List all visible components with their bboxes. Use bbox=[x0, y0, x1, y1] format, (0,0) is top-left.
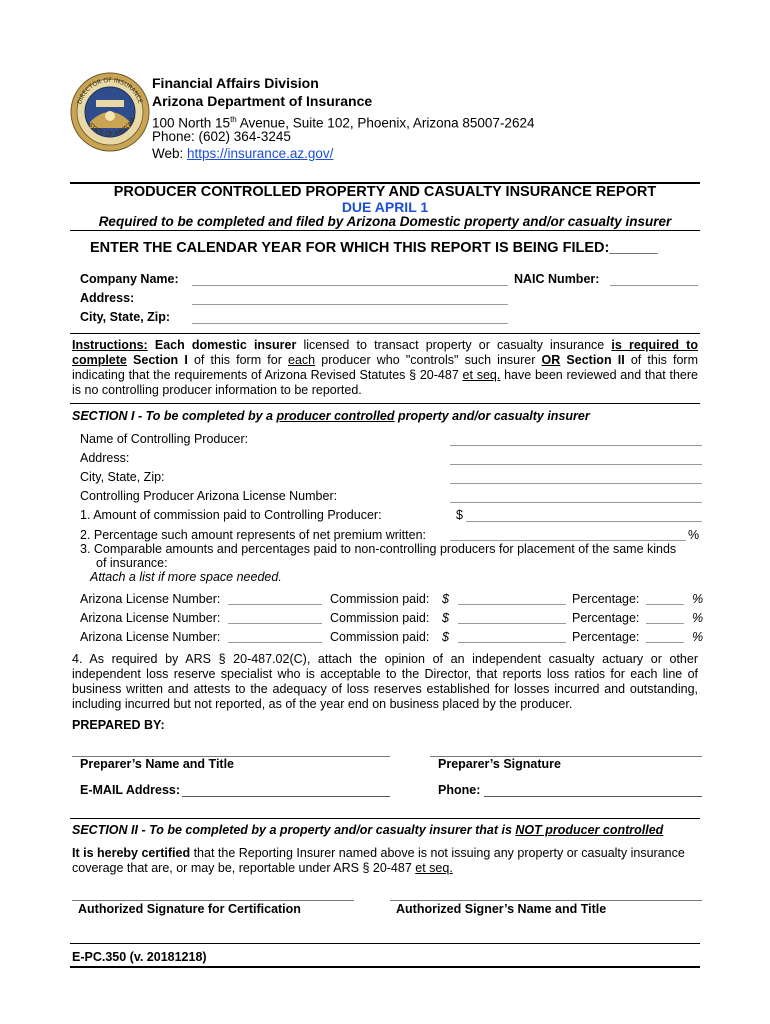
certification-paragraph: It is hereby certified that the Reporting Insurer named above is not issuing any property or casualty insurance coverage that are, or may be, reportable under ARS § 20-487 et seq. bbox=[72, 846, 685, 875]
section2-top-rule bbox=[70, 818, 700, 819]
instructions-top-rule bbox=[70, 333, 700, 334]
footer-top-rule bbox=[70, 943, 700, 944]
item1-commission-label: 1. Amount of commission paid to Controlling Producer: bbox=[80, 508, 382, 522]
title-bottom-rule bbox=[70, 230, 700, 231]
row-license-field[interactable] bbox=[228, 642, 322, 643]
due-date: DUE APRIL 1 bbox=[341, 199, 429, 215]
department-seal bbox=[70, 72, 150, 152]
preparer-name-title-label: Preparer’s Name and Title bbox=[80, 757, 235, 771]
row-percentage-label: Percentage: bbox=[572, 592, 640, 606]
report-title: PRODUCER CONTROLLED PROPERTY AND CASUALTY INSURANCE REPORT bbox=[113, 184, 657, 200]
row-license-label: Arizona License Number: bbox=[80, 611, 221, 625]
controlling-producer-address-label: Address: bbox=[80, 451, 130, 465]
department-address: 100 North 15th Avenue, Suite 102, Phoenix, Arizona 85007-2624 bbox=[152, 115, 535, 131]
controlling-producer-address-field[interactable] bbox=[450, 464, 702, 465]
preparer-signature-label: Preparer’s Signature bbox=[438, 757, 561, 771]
item2-percentage-label: 2. Percentage such amount represents of net premium written: bbox=[80, 528, 427, 542]
department-web: Web: https://insurance.az.gov/ bbox=[152, 146, 334, 161]
section1-heading: SECTION I - To be completed by a producer controlled property and/or casualty insurer bbox=[72, 409, 590, 423]
footer-bottom-rule bbox=[70, 966, 700, 968]
row-license-label: Arizona License Number: bbox=[80, 630, 221, 644]
controlling-producer-city-label: City, State, Zip: bbox=[80, 470, 165, 484]
authorized-signature-field[interactable] bbox=[72, 900, 354, 901]
authorized-signature-label: Authorized Signature for Certification bbox=[78, 902, 301, 916]
row-dollar-sign: $ bbox=[442, 611, 449, 625]
row-percent-sign: % bbox=[692, 630, 704, 644]
item2-percent-sign: % bbox=[688, 528, 700, 542]
row-percent-sign: % bbox=[692, 592, 704, 606]
item2-percentage-field[interactable] bbox=[450, 540, 686, 541]
item1-dollar-sign: $ bbox=[456, 508, 463, 522]
instructions-paragraph: Instructions: Each domestic insurer licensed to transact property or casualty insurance is required to complete Section I of this form for each producer who "controls" such insurer OR Section II of this form indicating that the requirements of Arizona Revised Statutes § 20-487 et seq. have been reviewed and that there is no controlling producer information to be reported. bbox=[72, 338, 698, 397]
item4-paragraph: 4. As required by ARS § 20-487.02(C), attach the opinion of an independent casualty actuary or other independent loss reserve specialist who is acceptable to the Director, that reports loss ratios for each line of business written and attests to the adequacy of loss reserves established for losses incurred and outstanding, including incurred but not reported, as of the year end on business placed by the producer. bbox=[72, 652, 698, 711]
company-name-label: Company Name: bbox=[80, 272, 179, 286]
row-commission-field[interactable] bbox=[458, 623, 566, 624]
prepared-by-label: PREPARED BY: bbox=[72, 718, 165, 732]
division-name: Financial Affairs Division bbox=[152, 75, 319, 91]
row-license-field[interactable] bbox=[228, 623, 322, 624]
row-commission-label: Commission paid: bbox=[330, 630, 430, 644]
row-percentage-label: Percentage: bbox=[572, 611, 640, 625]
calendar-year-prompt: ENTER THE CALENDAR YEAR FOR WHICH THIS REPORT IS BEING FILED:______ bbox=[90, 240, 658, 256]
department-name: Arizona Department of Insurance bbox=[152, 93, 373, 109]
row-commission-field[interactable] bbox=[458, 642, 566, 643]
svg-text:STATE OF ARIZONA: STATE OF ARIZONA bbox=[86, 116, 138, 138]
item3-label-cont: of insurance: bbox=[96, 556, 168, 570]
controlling-producer-city-field[interactable] bbox=[450, 483, 702, 484]
row-dollar-sign: $ bbox=[442, 630, 449, 644]
authorized-signer-name-label: Authorized Signer’s Name and Title bbox=[396, 902, 607, 916]
company-name-field[interactable] bbox=[192, 285, 508, 286]
item3-label: 3. Comparable amounts and percentages paid to non-controlling producers for placement of the same kinds bbox=[80, 542, 677, 556]
attach-list-note: Attach a list if more space needed. bbox=[90, 570, 282, 584]
svg-text:DIRECTOR OF INSURANCE: DIRECTOR OF INSURANCE bbox=[76, 76, 144, 106]
row-percent-sign: % bbox=[692, 611, 704, 625]
noncontrolling-row bbox=[0, 630, 770, 645]
row-commission-label: Commission paid: bbox=[330, 611, 430, 625]
authorized-signer-name-field[interactable] bbox=[390, 900, 702, 901]
company-city-label: City, State, Zip: bbox=[80, 310, 171, 324]
row-dollar-sign: $ bbox=[442, 592, 449, 606]
company-address-field[interactable] bbox=[192, 304, 508, 305]
row-percentage-field[interactable] bbox=[646, 604, 684, 605]
row-license-label: Arizona License Number: bbox=[80, 592, 221, 606]
website-link[interactable]: https://insurance.az.gov/ bbox=[187, 146, 334, 161]
noncontrolling-row bbox=[0, 611, 770, 626]
phone-label: Phone: bbox=[438, 783, 481, 797]
controlling-producer-license-label: Controlling Producer Arizona License Number: bbox=[80, 489, 338, 503]
controlling-producer-name-field[interactable] bbox=[450, 445, 702, 446]
naic-number-field[interactable] bbox=[610, 285, 698, 286]
seal-icon bbox=[70, 72, 150, 152]
controlling-producer-license-field[interactable] bbox=[450, 502, 702, 503]
row-license-field[interactable] bbox=[228, 604, 322, 605]
row-percentage-label: Percentage: bbox=[572, 630, 640, 644]
section2-heading: SECTION II - To be completed by a property and/or casualty insurer that is NOT producer controlled bbox=[72, 823, 664, 837]
section1-top-rule bbox=[70, 403, 700, 404]
email-address-label: E-MAIL Address: bbox=[80, 783, 181, 797]
report-subtitle: Required to be completed and filed by Arizona Domestic property and/or casualty insurer bbox=[98, 214, 672, 229]
noncontrolling-row bbox=[0, 592, 770, 607]
item1-commission-field[interactable] bbox=[466, 521, 702, 522]
company-address-label: Address: bbox=[80, 291, 135, 305]
row-commission-label: Commission paid: bbox=[330, 592, 430, 606]
controlling-producer-name-label: Name of Controlling Producer: bbox=[80, 432, 249, 446]
naic-number-label: NAIC Number: bbox=[514, 272, 600, 286]
department-phone: Phone: (602) 364-3245 bbox=[152, 129, 291, 144]
form-id: E-PC.350 (v. 20181218) bbox=[72, 950, 207, 964]
company-city-field[interactable] bbox=[192, 323, 508, 324]
row-percentage-field[interactable] bbox=[646, 642, 684, 643]
email-address-field[interactable] bbox=[182, 796, 390, 797]
row-commission-field[interactable] bbox=[458, 604, 566, 605]
phone-field[interactable] bbox=[484, 796, 702, 797]
row-percentage-field[interactable] bbox=[646, 623, 684, 624]
